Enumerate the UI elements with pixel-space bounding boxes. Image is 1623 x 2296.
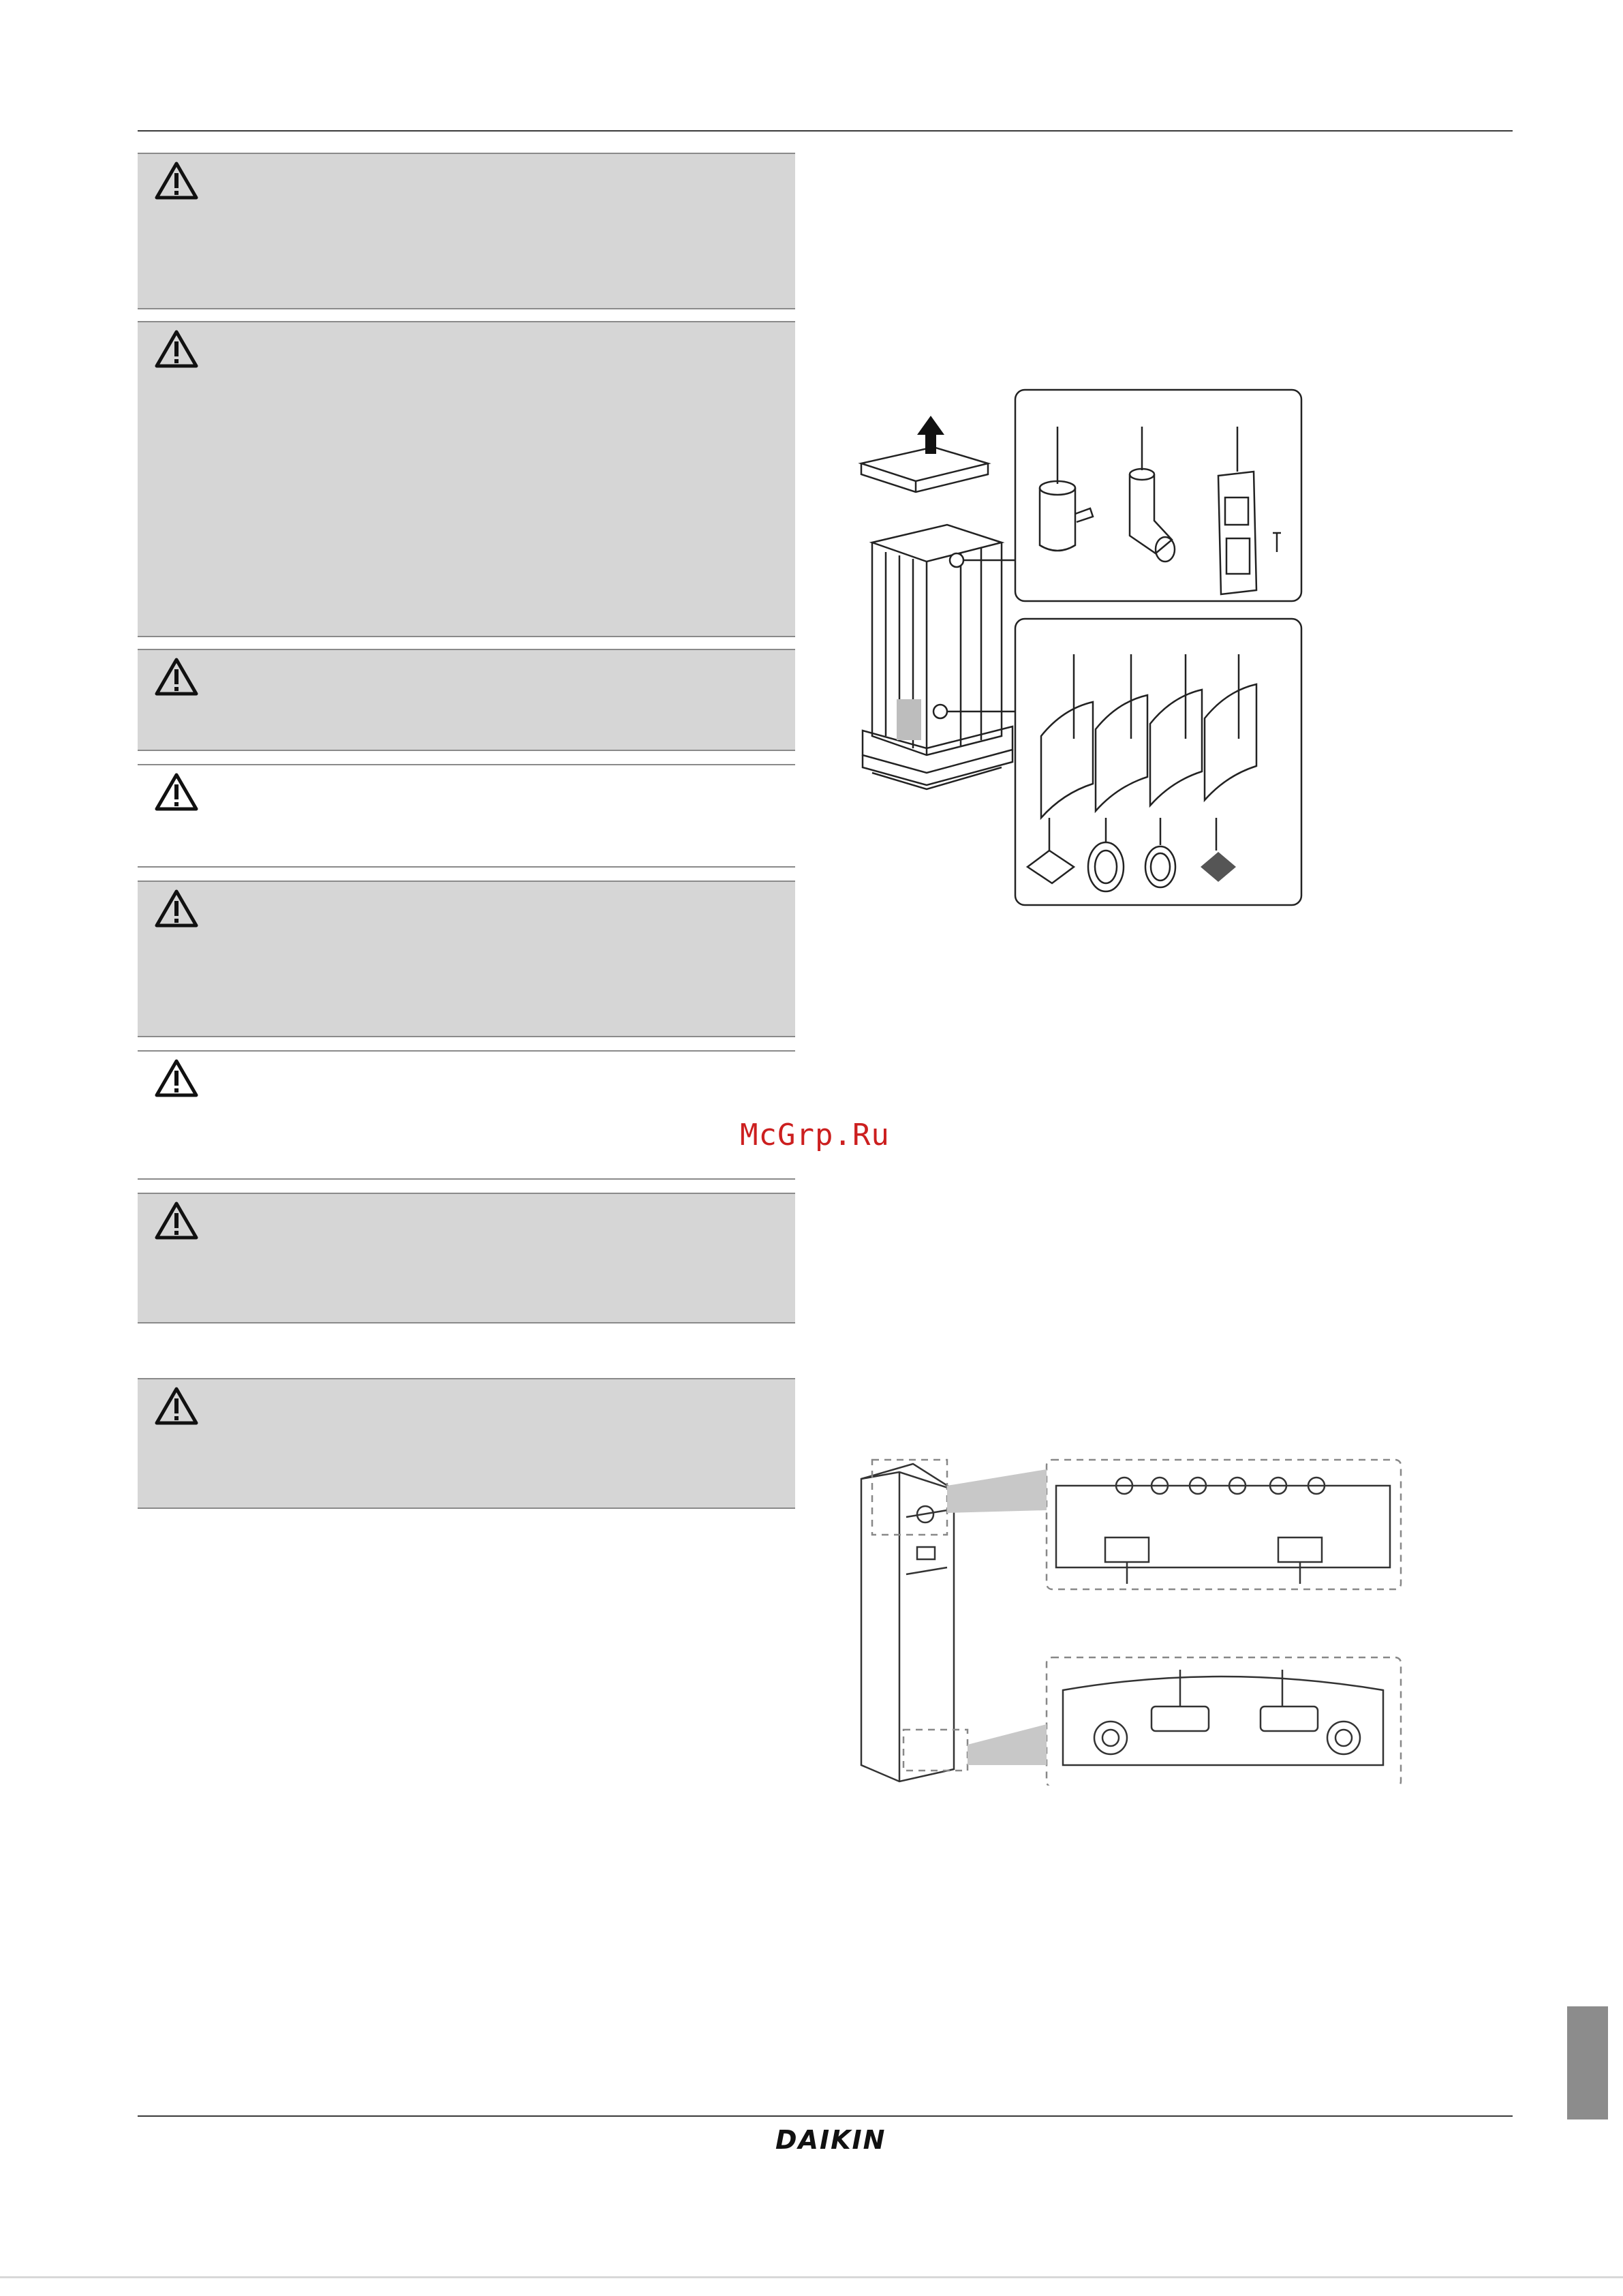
warning-box-6 — [138, 1050, 795, 1180]
warning-triangle-icon — [154, 1386, 199, 1426]
warning-box-7 — [138, 1193, 795, 1323]
warning-triangle-icon — [154, 657, 199, 697]
unpacking-accessories-figure — [845, 382, 1315, 913]
warning-box-8 — [138, 1378, 795, 1509]
warning-box-2 — [138, 321, 795, 637]
bottom-strip — [0, 2276, 1623, 2278]
warning-triangle-icon — [154, 329, 199, 369]
chapter-tab — [1567, 2006, 1608, 2119]
arrow-up-icon — [917, 416, 944, 454]
daikin-logo: DAIKIN — [775, 2125, 886, 2155]
warning-triangle-icon — [154, 1201, 199, 1240]
warning-triangle-icon — [154, 161, 199, 200]
unit-handles-figure — [852, 1445, 1404, 1786]
warning-box-5 — [138, 881, 795, 1037]
watermark: McGrp.Ru — [740, 1118, 890, 1152]
warning-triangle-icon — [154, 1058, 199, 1098]
warning-box-4 — [138, 764, 795, 868]
footer-rule — [138, 2115, 1513, 2117]
warning-box-1 — [138, 153, 795, 309]
warning-triangle-icon — [154, 889, 199, 928]
header-rule — [138, 130, 1513, 132]
warning-box-3 — [138, 649, 795, 751]
warning-triangle-icon — [154, 772, 199, 812]
